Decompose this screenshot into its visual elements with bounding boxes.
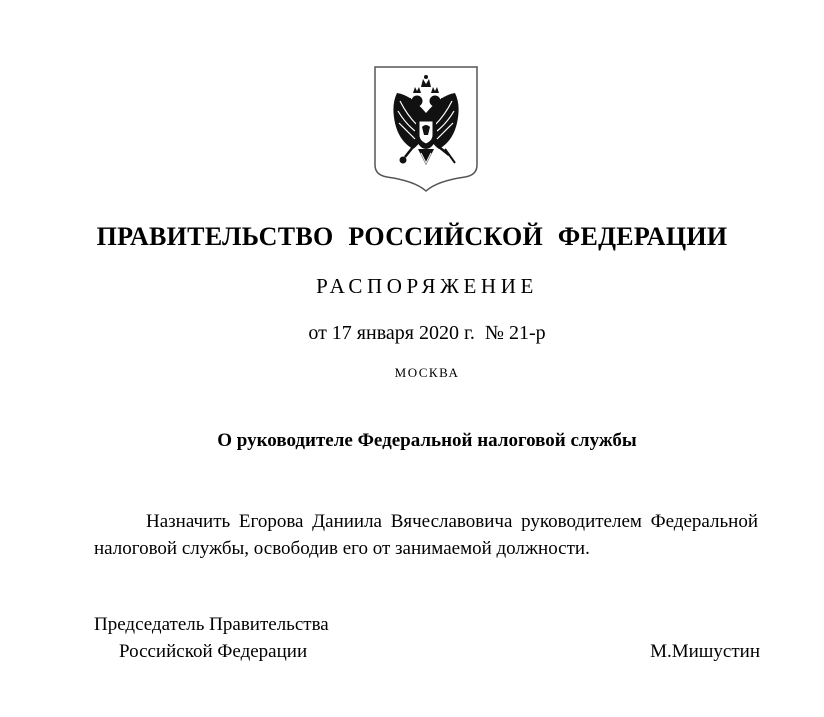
organization-title: ПРАВИТЕЛЬСТВО РОССИЙСКОЙ ФЕДЕРАЦИИ [96,222,728,251]
signatory-title-line2: Российской Федерации [119,641,308,662]
coat-of-arms-icon [373,65,479,193]
signatory-name: М.Мишустин [650,641,760,662]
signatory-title-line1: Председатель Правительства [94,614,329,635]
signatory-title [94,611,329,665]
document-body: Назначить Егорова Даниила Вячеславовича руководителем Федеральной налоговой службы, освободив его от занимаемой должности. [94,511,758,559]
document-subject: О руководителе Федеральной налоговой службы [217,430,637,451]
document-date-number: от 17 января 2020 г. № 21-р [308,322,546,344]
document-type: РАСПОРЯЖЕНИЕ [316,274,538,298]
document-city: МОСКВА [394,365,460,380]
